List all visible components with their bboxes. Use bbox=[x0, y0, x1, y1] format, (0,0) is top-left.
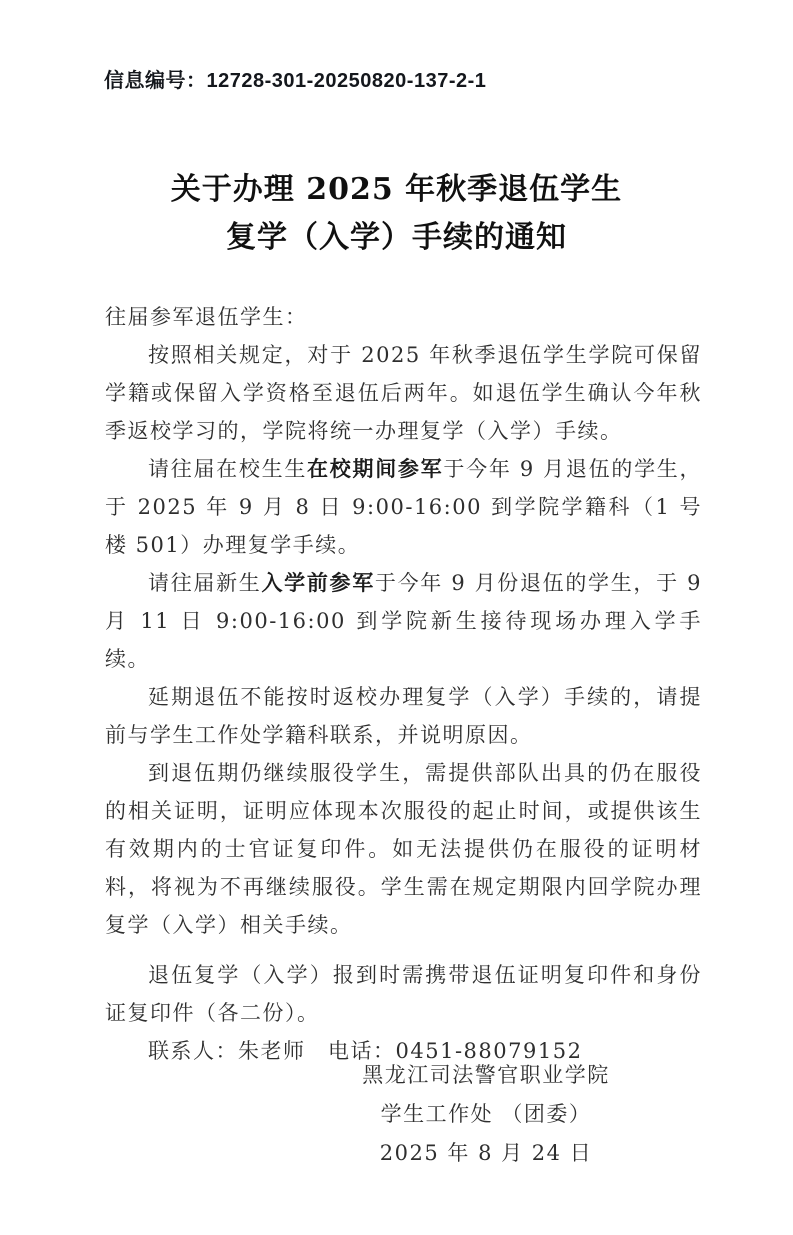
signature-date: 2025 年 8 月 24 日 bbox=[379, 1141, 593, 1165]
info-number-label: 信息编号：12728-301-20250820-137-2-1 bbox=[104, 70, 487, 92]
paragraph-delayed-discharge: 延期退伍不能按时返校办理复学（入学）手续的，请提前与学生工作处学籍科联系，并说明原因。 bbox=[105, 685, 702, 747]
signature-organization: 黑龙江司法警官职业学院 bbox=[362, 1063, 610, 1087]
salutation-line: 往届参军退伍学生： bbox=[105, 305, 308, 329]
contact-line: 联系人：朱老师 电话：0451-88079152 bbox=[148, 1039, 583, 1063]
paragraph-required-documents: 退伍复学（入学）报到时需携带退伍证明复印件和身份证复印件（各二份）。 bbox=[105, 963, 702, 1025]
title-line-1: 关于办理 2025 年秋季退伍学生 bbox=[170, 172, 623, 207]
paragraph-continued-service: 到退伍期仍继续服役学生，需提供部队出具的仍在服役的相关证明，证明应体现本次服役的起止时间，或提供该生有效期内的士官证复印件。如无法提供仍在服役的证明材料，将视为不再继续服役。学生需在规定期限内回学院办理复学（入学）相关手续。 bbox=[105, 761, 702, 937]
paragraph-new-pre-text: 请往届新生 bbox=[148, 571, 262, 595]
paragraph-new-post-text: 于今年 9 月份退伍的学生，于 9 月 11 日 9:00-16:00 到学院新生接待现场办理入学手续。 bbox=[105, 571, 703, 671]
paragraph-new-students bbox=[105, 564, 702, 678]
paragraph-enrolled-post-text: 于今年 9 月退伍的学生，于 2025 年 9 月 8 日 9:00-16:00 到学院学籍科（1 号楼 501）办理复学手续。 bbox=[105, 457, 703, 557]
signature-department: 学生工作处 （团委） bbox=[380, 1102, 592, 1126]
paragraph-retention-policy: 按照相关规定，对于 2025 年秋季退伍学生学院可保留学籍或保留入学资格至退伍后两年。如退伍学生确认今年秋季返校学习的，学院将统一办理复学（入学）手续。 bbox=[105, 343, 702, 443]
document-title bbox=[0, 166, 793, 262]
title-line-2: 复学（入学）手续的通知 bbox=[226, 220, 567, 255]
bold-enlisted-before-enrollment: 入学前参军 bbox=[261, 570, 375, 595]
bold-enlisted-during-school: 在校期间参军 bbox=[307, 456, 444, 481]
paragraph-enrolled-students bbox=[105, 450, 702, 564]
document-body bbox=[105, 298, 702, 1070]
paragraph-enrolled-pre-text: 请往届在校生生 bbox=[148, 457, 308, 481]
signature-block bbox=[330, 1056, 642, 1173]
